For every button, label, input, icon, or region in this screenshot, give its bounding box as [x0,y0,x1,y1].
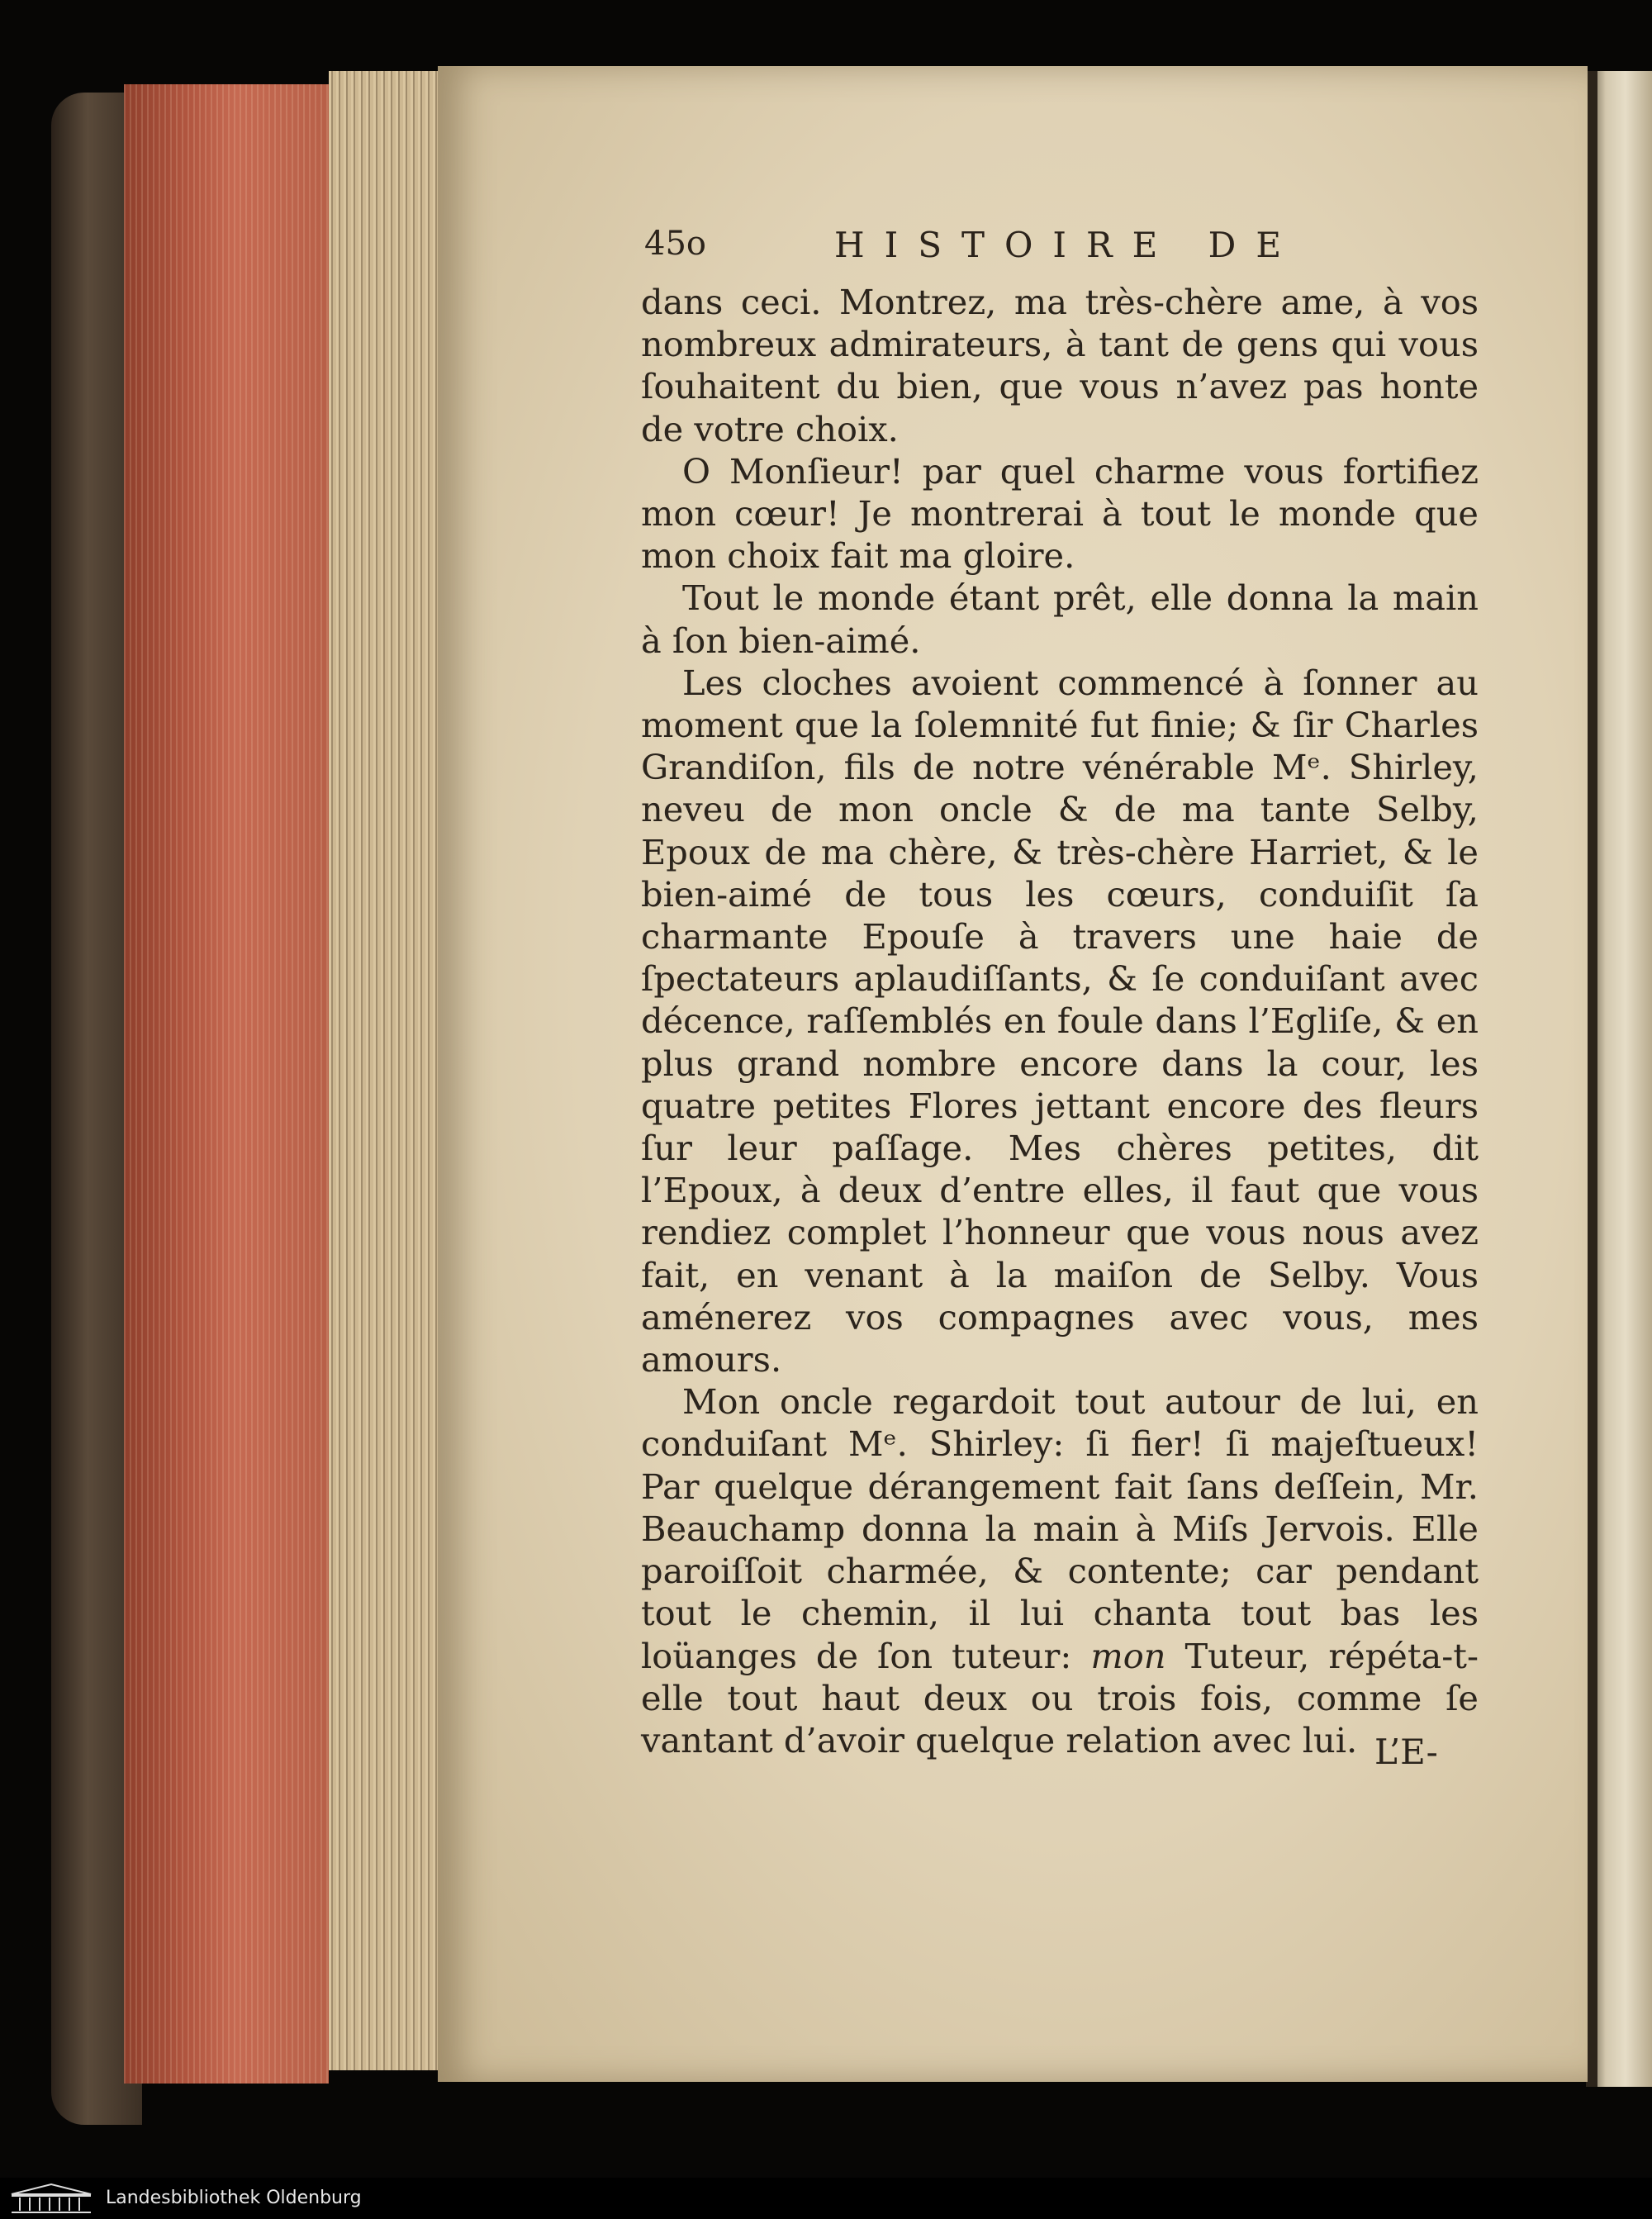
catchword: L’E- [1374,1732,1438,1772]
italic-word: mon [1090,1635,1166,1676]
paragraph-text: Mon oncle regardoit tout autour de lui, en conduiſant Mᵉ. Shirley: ſi fier! ſi majeſtueux! Par quelque dérangement fait ſans deſſein, Mr. Beauchamp donna la main à Miſs Jervois. Elle paroiſſoit charmée, & contente; car pendant tout le chemin, il lui chanta tout bas les loüanges de ſon tuteur: [641,1381,1479,1676]
footer-bar [0,2178,1652,2219]
page-edges-red [124,84,329,2084]
paragraph: dans ceci. Montrez, ma très-chère ame, à vos nombreux admirateurs, à tant de gens qui vous ſouhaitent du bien, que vous n’avez pas honte de votre choix. [641,282,1479,449]
paragraph: Les cloches avoient commencé à ſonner au moment que la ſolemnité fut finie; & ſir Charles Grandiſon, fils de notre vénérable Mᵉ. Shirley, neveu de mon oncle & de ma tante Selby, Epoux de ma chère, & très-chère Harriet, & le bien-aimé de tous les cœurs, conduiſit ſa charmante Epouſe à travers une haie de ſpectateurs aplaudiſſants, & ſe conduiſant avec décence, raſſemblés en foule dans l’Egliſe, & en plus grand nombre encore dans la cour, les quatre petites Flores jettant encore des fleurs ſur leur paſſage. Mes chères petites, dit l’Epoux, à deux d’entre elles, il faut que vous rendiez complet l’honneur que vous nous avez fait, en venant à la maiſon de Selby. Vous aménerez vos compagnes avec vous, mes amours. [641,662,1479,1380]
library-building-icon [8,2183,94,2214]
page-header [644,225,1305,271]
paragraph [641,1380,1479,1761]
page-body [641,281,1479,1761]
paragraph: O Monſieur! par quel charme vous fortifiez mon cœur! Je montrerai à tout le monde que mon choix fait ma gloire. [641,450,1479,577]
paragraph-text: Tuteur, répéta-t-elle tout haut deux ou trois fois, comme ſe vantant d’avoir quelque relation avec lui. [641,1635,1479,1760]
paragraph: Tout le monde étant prêt, elle donna la main à ſon bien-aimé. [641,577,1479,661]
page-stack [329,71,444,2070]
running-head: HISTOIRE DE [834,225,1301,265]
page-number: 45o [644,225,706,263]
library-name: Landesbibliothek Oldenburg [106,2188,362,2208]
next-page-edge [1586,71,1652,2087]
